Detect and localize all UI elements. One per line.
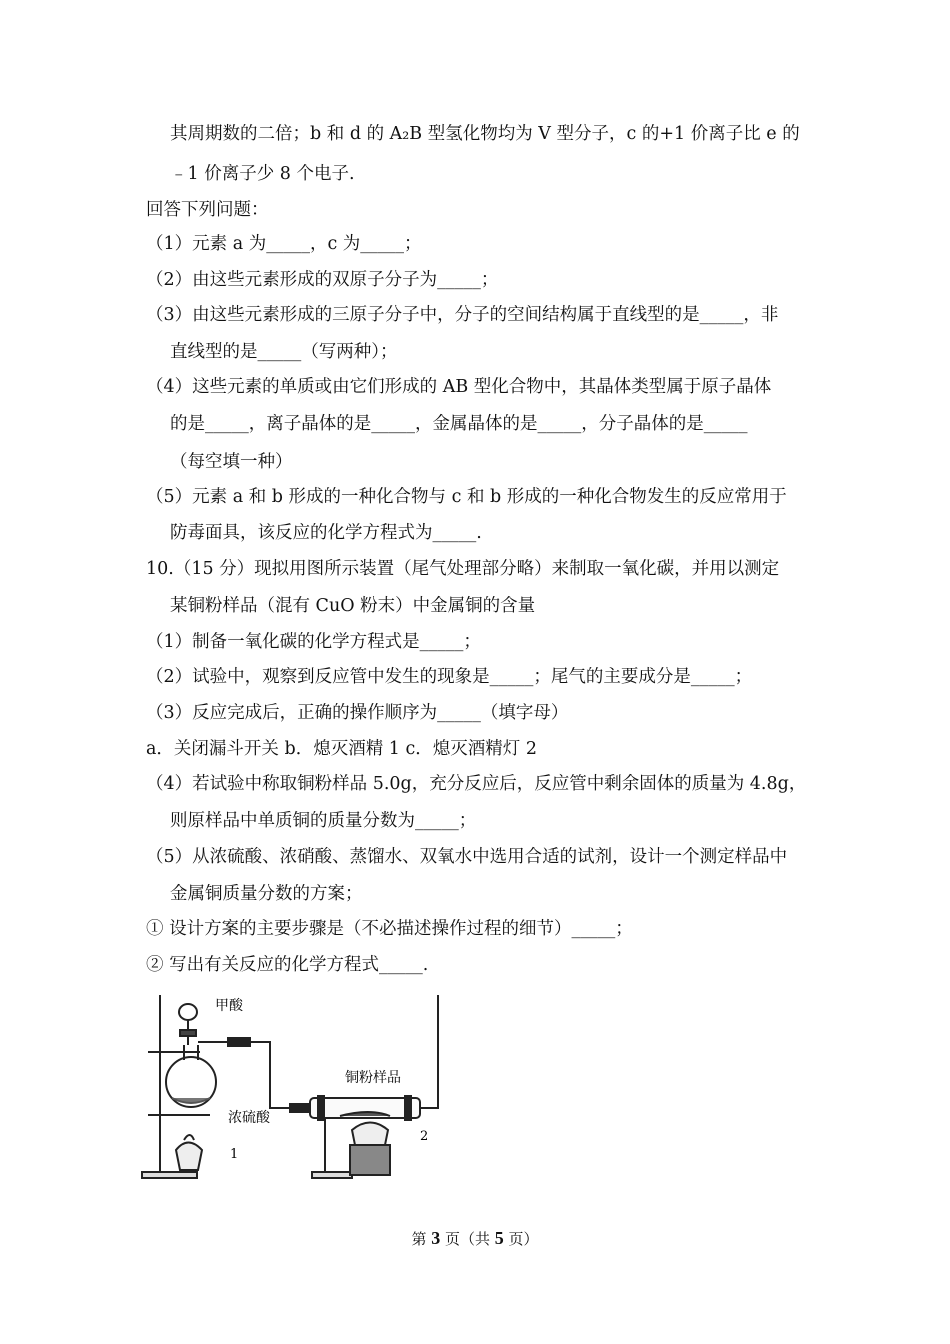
question-10-1: （1）制备一氧化碳的化学方程式是_____； — [146, 632, 481, 652]
page-total: 5 — [494, 1228, 504, 1248]
step-2: ② 写出有关反应的化学方程式_____. — [146, 955, 429, 975]
question-10-2: （2）试验中，观察到反应管中发生的现象是_____；尾气的主要成分是_____； — [146, 667, 753, 687]
step-1: ① 设计方案的主要步骤是（不必描述操作过程的细节）_____； — [146, 919, 633, 939]
text-line: （每空填一种） — [170, 452, 293, 472]
footer-pre: 第 — [411, 1230, 432, 1248]
text-line: 则原样品中单质铜的质量分数为_____； — [170, 811, 477, 831]
text-line: 直线型的是_____（写两种）； — [170, 342, 398, 362]
options-line: a．关闭漏斗开关 b．熄灭酒精 1 c．熄灭酒精灯 2 — [146, 739, 537, 759]
label-sample: 铜粉样品 — [345, 1070, 401, 1086]
page-number: 3 — [431, 1228, 441, 1248]
footer-post: 页） — [503, 1230, 539, 1248]
text-line: 回答下列问题： — [146, 200, 269, 220]
question-10-3: （3）反应完成后，正确的操作顺序为_____（填字母） — [146, 703, 569, 723]
question-10-5: （5）从浓硫酸、浓硝酸、蒸馏水、双氧水中选用合适的试剂，设计一个测定样品中 — [146, 847, 788, 867]
label-acid: 浓硫酸 — [228, 1110, 270, 1126]
question-10-4: （4）若试验中称取铜粉样品 5.0g，充分反应后，反应管中剩余固体的质量为 4.8g， — [146, 774, 807, 794]
label-2: 2 — [420, 1129, 429, 1144]
text-line: 其周期数的二倍；b 和 d 的 A₂B 型氢化物均为 V 型分子，c 的+1 价离子比 e 的 — [170, 124, 800, 144]
question-4: （4）这些元素的单质或由它们形成的 AB 型化合物中，其晶体类型属于原子晶体 — [146, 377, 772, 397]
apparatus-figure — [140, 990, 460, 1190]
page-footer — [0, 1228, 950, 1249]
text-line: 的是_____，离子晶体的是_____，金属晶体的是_____，分子晶体的是_____ — [170, 414, 748, 434]
label-1: 1 — [230, 1147, 239, 1162]
problem-10: 10.（15 分）现拟用图所示装置（尾气处理部分略）来制取一氧化碳，并用以测定 — [146, 559, 780, 579]
text-line: 某铜粉样品（混有 CuO 粉末）中金属铜的含量 — [170, 596, 536, 616]
label-formic: 甲酸 — [215, 998, 243, 1014]
text-line: 金属铜质量分数的方案； — [170, 884, 363, 904]
question-3: （3）由这些元素形成的三原子分子中，分子的空间结构属于直线型的是_____，非 — [146, 305, 779, 325]
footer-mid: 页（共 — [440, 1230, 495, 1248]
question-1: （1）元素 a 为_____，c 为_____； — [146, 234, 422, 254]
text-line: ﹣1 价离子少 8 个电子. — [170, 164, 355, 184]
question-5: （5）元素 a 和 b 形成的一种化合物与 c 和 b 形成的一种化合物发生的反应常用于 — [146, 487, 787, 507]
text-line: 防毒面具，该反应的化学方程式为_____. — [170, 523, 482, 543]
question-2: （2）由这些元素形成的双原子分子为_____； — [146, 270, 499, 290]
